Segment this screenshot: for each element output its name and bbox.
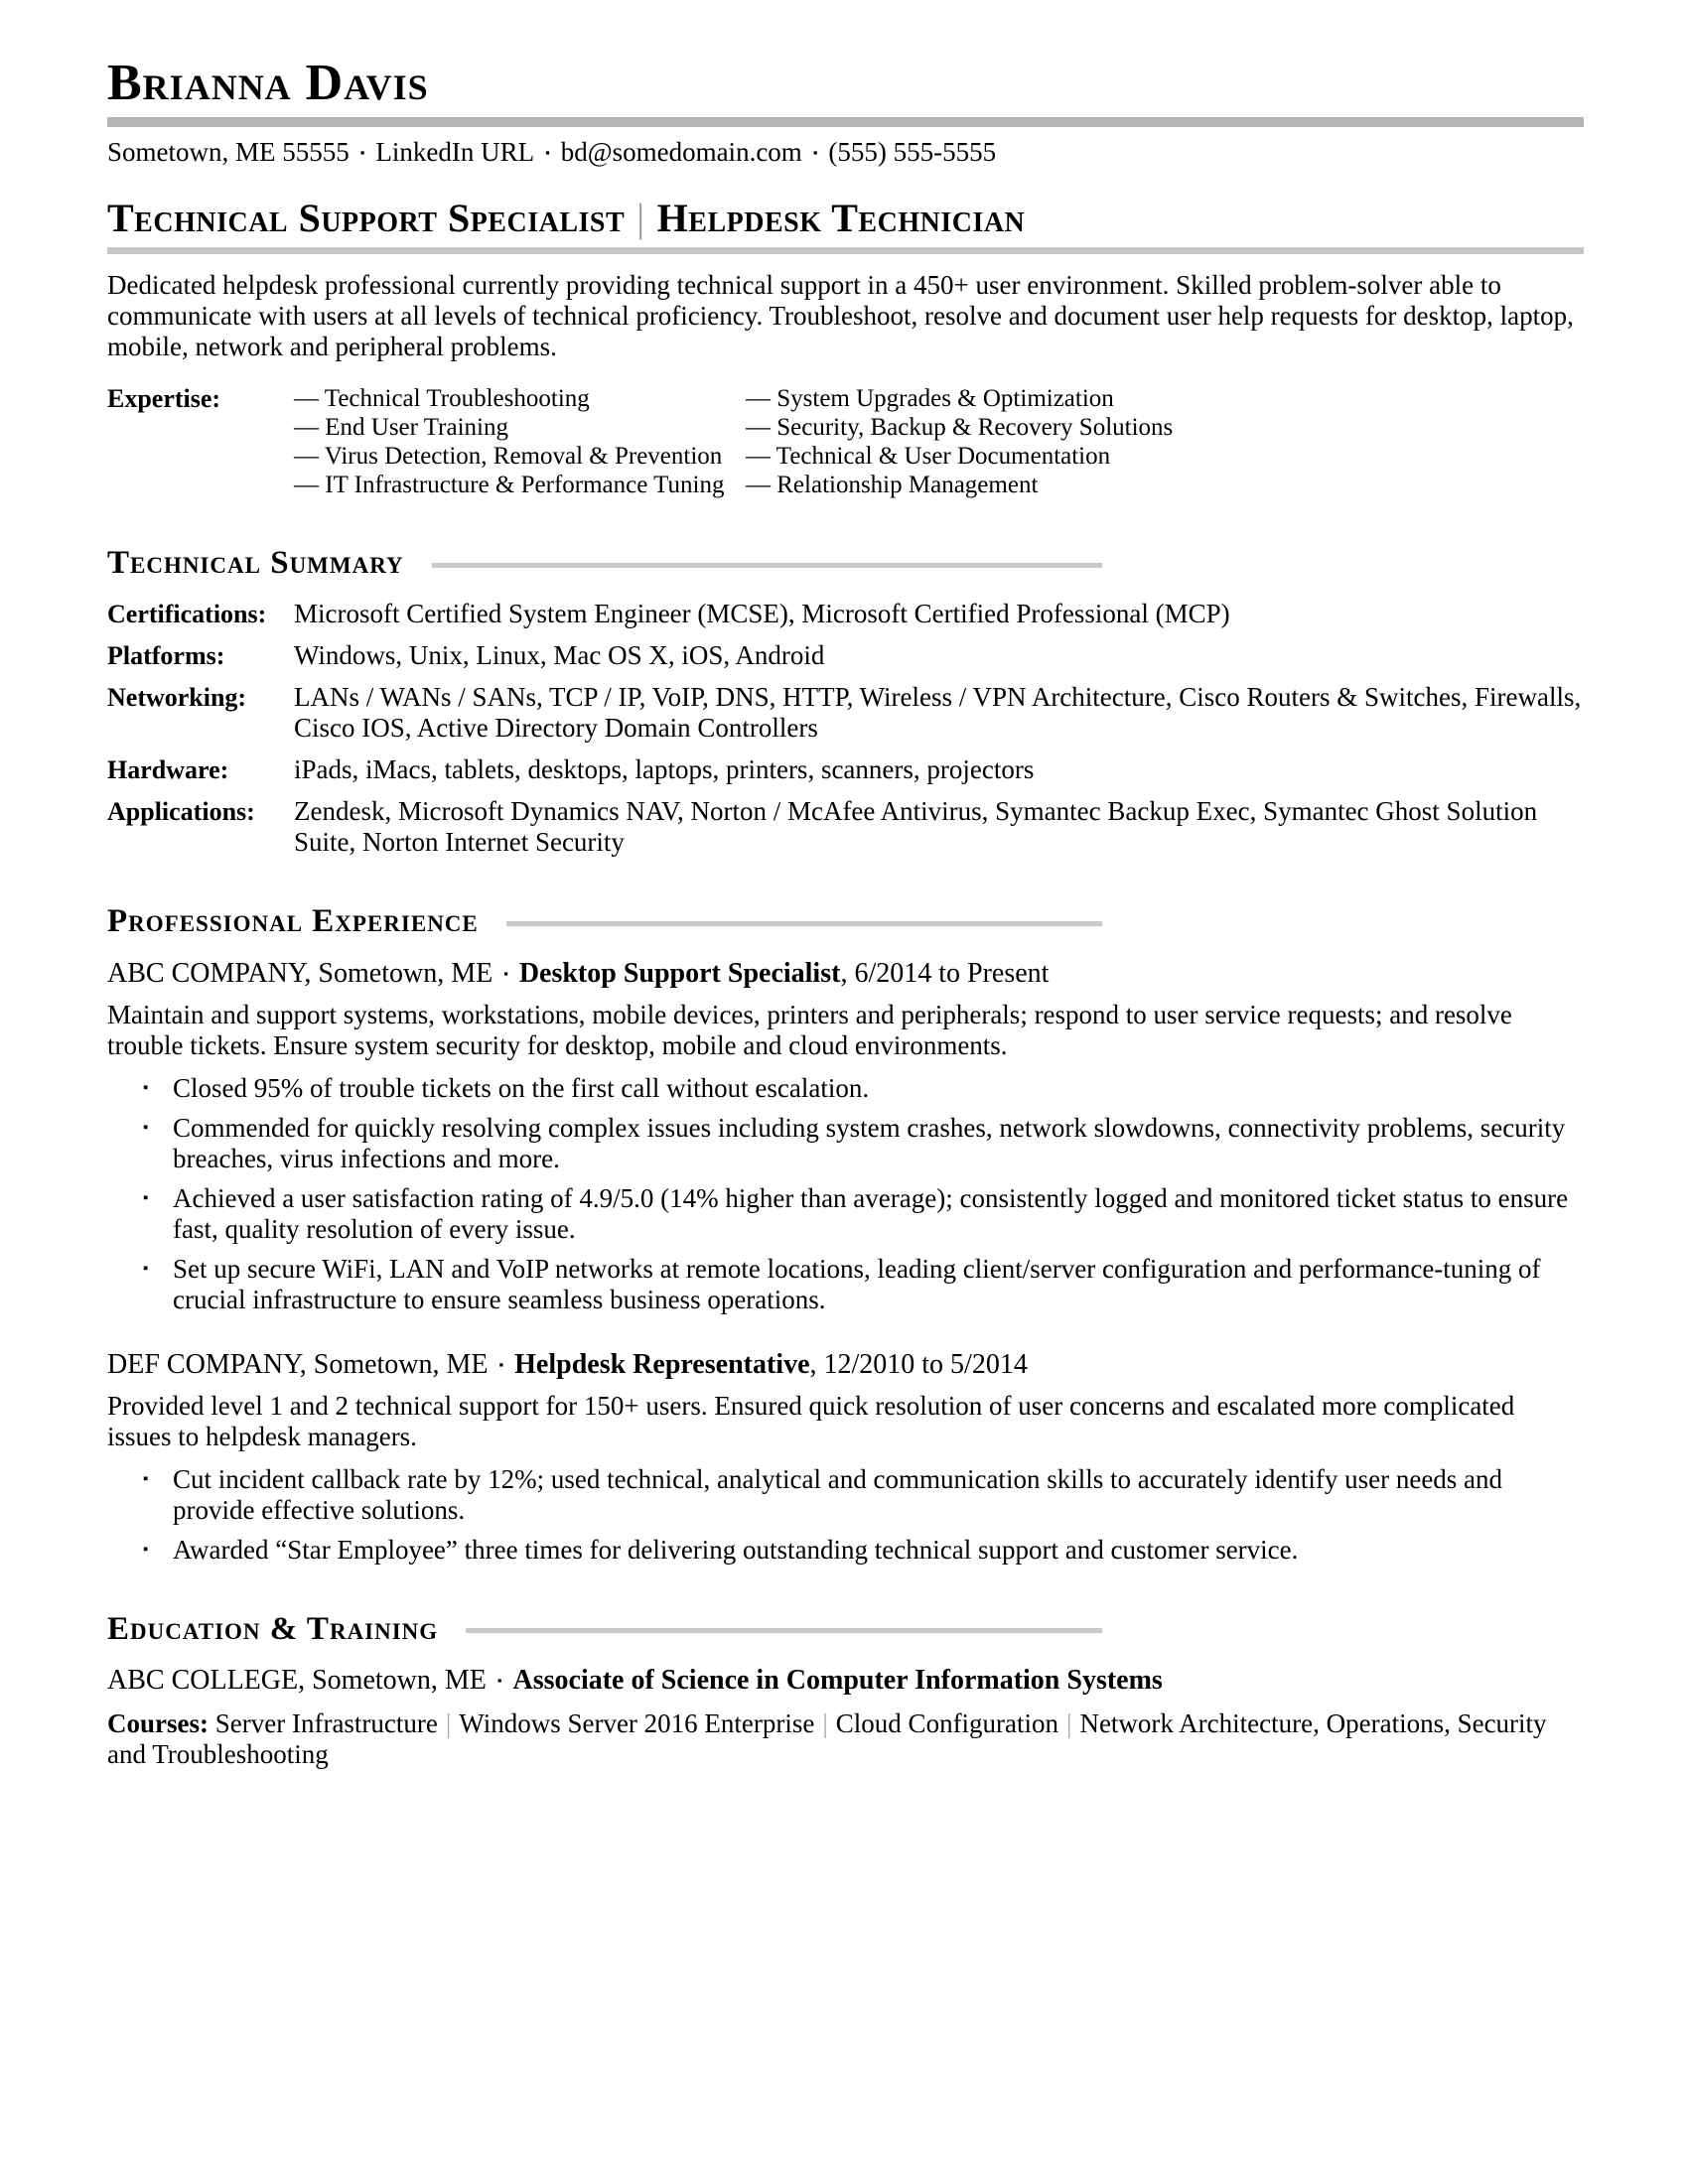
table-row [107,754,1584,785]
job-bullet-list [143,1073,1584,1315]
job-header [107,958,1584,990]
job-description: Maintain and support systems, workstations, mobile devices, printers and peripherals; respond to user service requests; and resolve trouble tickets. Ensure system security for desktop, mobile and cloud environments. [107,999,1512,1060]
square-separator-icon: ▪ [812,145,818,160]
row-value: Microsoft Certified System Engineer (MCSE), Microsoft Certified Professional (MCP) [294,599,1230,629]
contact-linkedin: LinkedIn URL [375,137,535,167]
company-name: ABC COMPANY, Sometown, ME [107,957,493,989]
square-separator-icon: ▪ [359,145,365,160]
bullet-icon: ▪ [143,1189,149,1206]
expertise-block [107,384,1584,499]
contact-line [107,137,1584,168]
pipe-separator: | [1066,1707,1072,1738]
bullet-icon: ▪ [143,1470,149,1487]
job-dates: , 12/2010 to 5/2014 [809,1348,1028,1380]
row-label: Applications: [107,797,255,827]
contact-location: Sometown, ME 55555 [107,137,350,167]
expertise-label: Expertise: [107,384,221,413]
section-heading-technical-summary [107,545,1102,581]
school-name: ABC COLLEGE, Sometown, ME [107,1664,487,1696]
row-value: iPads, iMacs, tablets, desktops, laptops, printers, scanners, projectors [294,754,1035,785]
section-heading-education-training [107,1611,1102,1647]
bullet-icon: ▪ [143,1079,149,1096]
expertise-item: — Virus Detection, Removal & Prevention [294,443,723,470]
title-primary: Technical Support Specialist [107,196,626,240]
bullet-text: Achieved a user satisfaction rating of 4.9/5.0 (14% higher than average); consistently logged and monitored ticket status to ensure fast, quality resolution of every issue. [173,1182,1569,1244]
list-item [143,1254,1584,1315]
list-item [143,1183,1584,1245]
course-item: Windows Server 2016 Enterprise [459,1707,815,1738]
section-heading-professional-experience [107,903,1102,939]
course-item: Network Architecture, Operations, Security and Troubleshooting [107,1707,1547,1769]
bullet-text: Awarded “Star Employee” three times for delivering outstanding technical support and customer service. [173,1534,1299,1565]
section-title: Technical Summary [107,545,404,581]
list-item [143,1073,1584,1104]
title-secondary: Helpdesk Technician [656,196,1026,240]
job-title: Desktop Support Specialist [518,957,841,989]
expertise-item: — End User Training [294,414,508,441]
courses-label: Courses: [107,1707,209,1738]
job-bullet-list [143,1464,1584,1566]
title-separator: | [636,196,645,240]
title-divider [107,247,1584,254]
square-separator-icon: ▪ [503,965,508,981]
bullet-text: Closed 95% of trouble tickets on the first call without escalation. [173,1072,870,1103]
bullet-icon: ▪ [143,1260,149,1277]
job-header [107,1349,1584,1381]
degree: Associate of Science in Computer Information Systems [512,1664,1163,1696]
job-entry [107,1349,1584,1566]
row-label: Hardware: [107,755,229,785]
bullet-text: Set up secure WiFi, LAN and VoIP networks at remote locations, leading client/server configuration and performance-tuning of crucial infrastructure to ensure seamless business operations. [173,1253,1541,1314]
row-value: Windows, Unix, Linux, Mac OS X, iOS, Android [294,640,825,671]
contact-email: bd@somedomain.com [560,137,802,167]
row-label: Networking: [107,683,247,713]
section-title: Professional Experience [107,903,479,940]
row-value: Zendesk, Microsoft Dynamics NAV, Norton / McAfee Antivirus, Symantec Backup Exec, Symantec Ghost Solution Suite, Norton Internet Security [294,796,1538,858]
table-row [107,796,1584,858]
section-title: Education & Training [107,1610,439,1647]
square-separator-icon: ▪ [545,145,550,160]
list-item [143,1113,1584,1174]
job-entry [107,958,1584,1315]
profile-summary: Dedicated helpdesk professional currently providing technical support in a 450+ user environment. Skilled problem-solver able to communicate with users at all levels of technical proficiency. Troubleshoot, resolve and document user help requests for desktop, laptop, mobile, network and peripheral problems. [107,270,1574,361]
company-name: DEF COMPANY, Sometown, ME [107,1348,489,1380]
heading-rule [432,563,1102,568]
education-header [107,1665,1584,1697]
expertise-item: — Relationship Management [746,472,1039,498]
row-label: Platforms: [107,641,225,671]
row-label: Certifications: [107,600,267,629]
expertise-item: — Technical & User Documentation [746,443,1111,470]
technical-summary-table [107,599,1584,858]
row-value: LANs / WANs / SANs, TCP / IP, VoIP, DNS, HTTP, Wireless / VPN Architecture, Cisco Routers & Switches, Firewalls, Cisco IOS, Active Directory Domain Controllers [294,682,1582,744]
contact-phone: (555) 555-5555 [828,137,997,167]
expertise-item: — System Upgrades & Optimization [746,385,1114,412]
square-separator-icon: ▪ [496,1672,502,1688]
course-item: Server Infrastructure [214,1707,438,1738]
person-name: Brianna Davis [107,55,429,111]
expertise-item: — Technical Troubleshooting [294,385,590,412]
heading-rule [466,1628,1102,1633]
bullet-icon: ▪ [143,1541,149,1558]
job-description: Provided level 1 and 2 technical support for 150+ users. Ensured quick resolution of user concerns and escalated more complicated issues to helpdesk managers. [107,1390,1515,1451]
list-item [143,1464,1584,1526]
bullet-icon: ▪ [143,1119,149,1136]
pipe-separator: | [445,1707,452,1738]
expertise-item: — IT Infrastructure & Performance Tuning [294,472,725,498]
expertise-column-2 [746,384,1584,499]
list-item [143,1535,1584,1566]
job-dates: , 6/2014 to Present [840,957,1050,989]
heading-rule [506,921,1102,926]
name-divider [107,117,1584,127]
table-row [107,682,1584,744]
resume-title [107,198,1584,239]
course-item: Cloud Configuration [835,1707,1059,1738]
square-separator-icon: ▪ [498,1356,504,1372]
bullet-text: Commended for quickly resolving complex issues including system crashes, network slowdowns, connectivity problems, security breaches, virus infections and more. [173,1112,1566,1173]
table-row [107,640,1584,671]
expertise-column-1 [294,384,746,499]
table-row [107,599,1584,629]
courses-line [107,1708,1584,1770]
pipe-separator: | [822,1707,828,1738]
expertise-item: — Security, Backup & Recovery Solutions [746,414,1174,441]
bullet-text: Cut incident callback rate by 12%; used technical, analytical and communication skills to accurately identify user needs and provide effective solutions. [173,1463,1503,1525]
job-title: Helpdesk Representative [514,1348,810,1380]
